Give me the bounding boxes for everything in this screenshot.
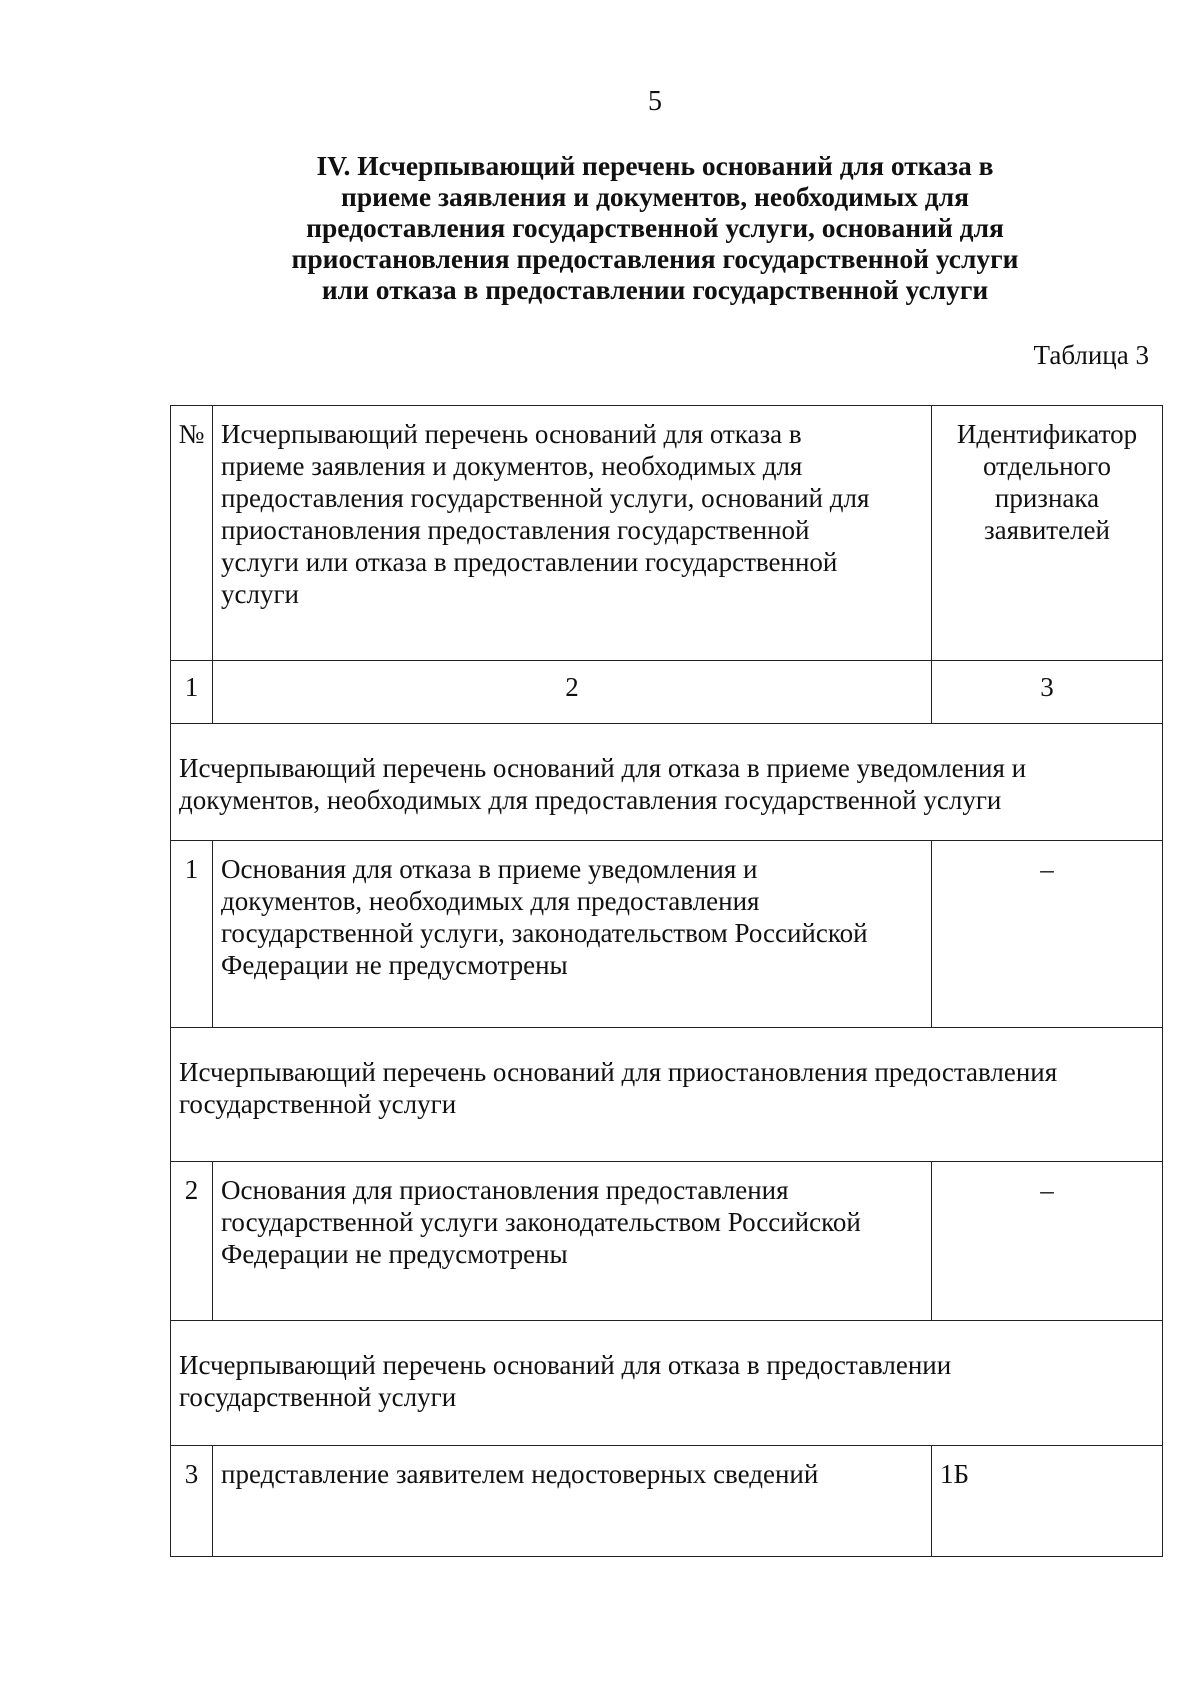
section-title-cell: Исчерпывающий перечень оснований для приостановления предоставления государственной услуги [171,1028,1163,1162]
table-caption: Таблица 3 [1033,340,1149,370]
table-row [171,1162,1163,1321]
section-title: IV. Исчерпывающий перечень оснований для отказа в приеме заявления и документов, необходимых для предоставления государственной услуги, оснований для приостановления предоставления государственной услуги или отказа в предоставлении государственной услуги [291,150,1019,305]
section-title-cell: Исчерпывающий перечень оснований для отказа в приеме уведомления и документов, необходимых для предоставления государственной услуги [171,724,1163,841]
section-row [171,1028,1163,1162]
table-header-row [171,406,1163,661]
header-identifier-cell: Идентификатор отдельного признака заявителей [932,406,1163,661]
section-row [171,724,1163,841]
row-identifier-cell: – [932,841,1163,1028]
header-grounds-cell: Исчерпывающий перечень оснований для отказа в приеме заявления и документов, необходимых для предоставления государственной услуги, оснований для приостановления предоставления государственной услуги или отказа в предоставлении государственной услуги [213,406,932,661]
row-identifier-cell: – [932,1162,1163,1321]
table-row [171,841,1163,1028]
column-number-3: 3 [932,661,1163,724]
row-number-cell: 1 [171,841,213,1028]
row-number-cell: 2 [171,1162,213,1321]
column-numbers-row [171,661,1163,724]
row-grounds-cell: представление заявителем недостоверных сведений [213,1446,932,1557]
column-number-2: 2 [213,661,932,724]
header-number-cell: № [171,406,213,661]
row-grounds-cell: Основания для отказа в приеме уведомления и документов, необходимых для предоставления государственной услуги, законодательством Российской Федерации не предусмотрены [213,841,932,1028]
column-number-1: 1 [171,661,213,724]
section-row [171,1321,1163,1446]
section-title-cell: Исчерпывающий перечень оснований для отказа в предоставлении государственной услуги [171,1321,1163,1446]
page-number: 5 [648,86,662,117]
table-row [171,1446,1163,1557]
row-grounds-cell: Основания для приостановления предоставления государственной услуги законодательством Российской Федерации не предусмотрены [213,1162,932,1321]
row-number-cell: 3 [171,1446,213,1557]
grounds-table [170,405,1163,1557]
row-identifier-cell: 1Б [932,1446,1163,1557]
